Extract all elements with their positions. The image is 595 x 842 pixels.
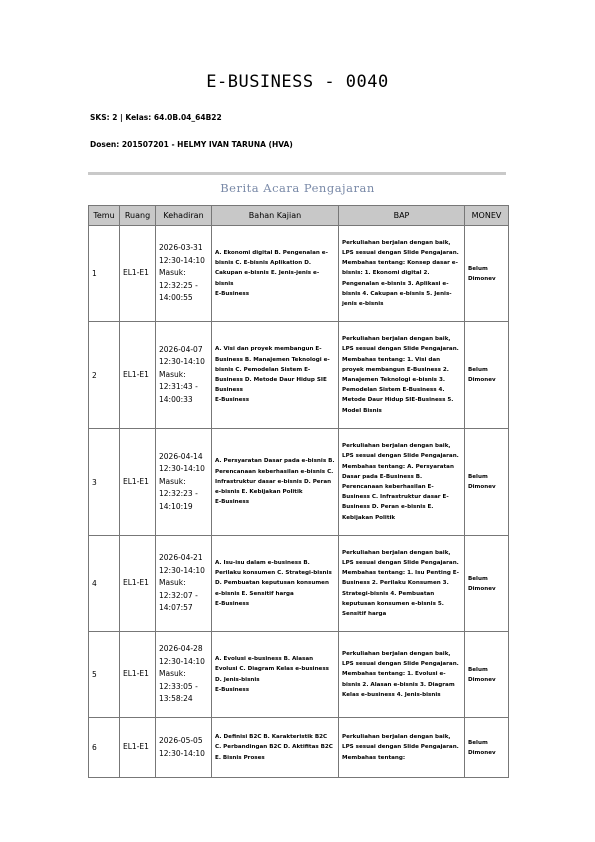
cell-bap: Perkuliahan berjalan dengan baik, LPS sesuai dengan Slide Pengajaran. Membahas tentang: 1. Evolusi e-bisnis 2. Alasan e-bisnis 3. Diagram Kelas e-business 4. Jenis-bisnis — [339, 632, 465, 718]
cell-bap: Perkuliahan berjalan dengan baik, LPS sesuai dengan Slide Pengajaran. Membahas tentang: Konsep dasar e-bisnis: 1. Ekonomi digital 2. Pengenalan e-bisnis 3. Aplikasi e-bisnis 4. Cakupan e-bisnis 5. Jenis-jenis e-bisnis — [339, 226, 465, 322]
cell-bahan-kajian: A. Ekonomi digital B. Pengenalan e-bisnis C. E-bisnis Aplikation D. Cakupan e-bisnis E. Jenis-jenis e-bisnis E-Business — [212, 226, 339, 322]
cell-bahan-kajian: A. Isu-isu dalam e-business B. Perilaku konsumen C. Strategi-bisnis D. Pembuatan keputusan konsumen e-bisnis E. Sensitif harga E-Business — [212, 536, 339, 632]
dosen-info: Dosen: 201507201 - HELMY IVAN TARUNA (HVA) — [90, 140, 293, 149]
cell-monev: Belum Dimonev — [465, 536, 509, 632]
table-row — [89, 718, 509, 778]
cell-kehadiran: 2026-03-31 12:30-14:10 Masuk: 12:32:25 - 14:00:55 — [156, 226, 212, 322]
column-header-ruang: Ruang — [120, 206, 156, 226]
cell-bahan-kajian: A. Evolusi e-business B. Alasan Evolusi C. Diagram Kelas e-business D. Jenis-bisnis E-Business — [212, 632, 339, 718]
table-row — [89, 632, 509, 718]
cell-kehadiran: 2026-05-05 12:30-14:10 — [156, 718, 212, 778]
cell-bahan-kajian: A. Definisi B2C B. Karakteristik B2C C. Perbandingan B2C D. Aktifitas B2C E. Bisnis Proses — [212, 718, 339, 778]
cell-temu: 5 — [89, 632, 120, 718]
cell-temu: 2 — [89, 322, 120, 429]
cell-monev: Belum Dimonev — [465, 718, 509, 778]
table-row — [89, 429, 509, 536]
table-row — [89, 322, 509, 429]
section-divider — [88, 172, 506, 175]
table-header-row — [89, 206, 509, 226]
column-header-bahan-kajian: Bahan Kajian — [212, 206, 339, 226]
cell-temu: 3 — [89, 429, 120, 536]
cell-ruang: EL1-E1 — [120, 632, 156, 718]
cell-monev: Belum Dimonev — [465, 632, 509, 718]
cell-monev: Belum Dimonev — [465, 322, 509, 429]
cell-temu: 1 — [89, 226, 120, 322]
cell-temu: 4 — [89, 536, 120, 632]
bap-table — [88, 205, 509, 778]
cell-bap: Perkuliahan berjalan dengan baik, LPS sesuai dengan Slide Pengajaran. Membahas tentang: 1. Visi dan proyek membangun E-Business 2. Manajemen Teknologi e-bisnis 3. Pemodelan Sistem E-Business 4. Metode Daur Hidup SIE-Business 5. Model Bisnis — [339, 322, 465, 429]
cell-bap: Perkuliahan berjalan dengan baik, LPS sesuai dengan Slide Pengajaran. Membahas tentang: 1. Isu Penting E-Business 2. Perilaku Konsumen 3. Strategi-bisnis 4. Pembuatan keputusan konsumen e-bisnis 5. Sensitif harga — [339, 536, 465, 632]
cell-kehadiran: 2026-04-21 12:30-14:10 Masuk: 12:32:07 - 14:07:57 — [156, 536, 212, 632]
cell-kehadiran: 2026-04-14 12:30-14:10 Masuk: 12:32:23 - 14:10:19 — [156, 429, 212, 536]
cell-monev: Belum Dimonev — [465, 226, 509, 322]
cell-monev: Belum Dimonev — [465, 429, 509, 536]
column-header-bap: BAP — [339, 206, 465, 226]
cell-ruang: EL1-E1 — [120, 226, 156, 322]
cell-bap: Perkuliahan berjalan dengan baik, LPS sesuai dengan Slide Pengajaran. Membahas tentang: — [339, 718, 465, 778]
cell-bahan-kajian: A. Visi dan proyek membangun E-Business B. Manajemen Teknologi e-bisnis C. Pemodelan Sistem E-Business D. Metode Daur Hidup SIE Business E-Business — [212, 322, 339, 429]
cell-kehadiran: 2026-04-07 12:30-14:10 Masuk: 12:31:43 - 14:00:33 — [156, 322, 212, 429]
table-row — [89, 536, 509, 632]
column-header-kehadiran: Kehadiran — [156, 206, 212, 226]
cell-ruang: EL1-E1 — [120, 718, 156, 778]
column-header-temu: Temu — [89, 206, 120, 226]
cell-ruang: EL1-E1 — [120, 536, 156, 632]
cell-temu: 6 — [89, 718, 120, 778]
sks-kelas-info: SKS: 2 | Kelas: 64.0B.04_64B22 — [90, 113, 222, 122]
cell-kehadiran: 2026-04-28 12:30-14:10 Masuk: 12:33:05 - 13:58:24 — [156, 632, 212, 718]
cell-bap: Perkuliahan berjalan dengan baik, LPS sesuai dengan Slide Pengajaran. Membahas tentang: A. Persyaratan Dasar pada E-Business B. Perencanaan keberhasilan E-Business C. Infrastruktur dasar E-Business D. Peran e-bisnis E. Kebijakan Politik — [339, 429, 465, 536]
cell-ruang: EL1-E1 — [120, 429, 156, 536]
page-title: E-BUSINESS - 0040 — [206, 72, 389, 92]
section-title: Berita Acara Pengajaran — [220, 181, 375, 195]
column-header-monev: MONEV — [465, 206, 509, 226]
table-row — [89, 226, 509, 322]
cell-ruang: EL1-E1 — [120, 322, 156, 429]
cell-bahan-kajian: A. Persyaratan Dasar pada e-bisnis B. Perencanaan keberhasilan e-bisnis C. Infrastruktur dasar e-bisnis D. Peran e-bisnis E. Kebijakan Politik E-Business — [212, 429, 339, 536]
